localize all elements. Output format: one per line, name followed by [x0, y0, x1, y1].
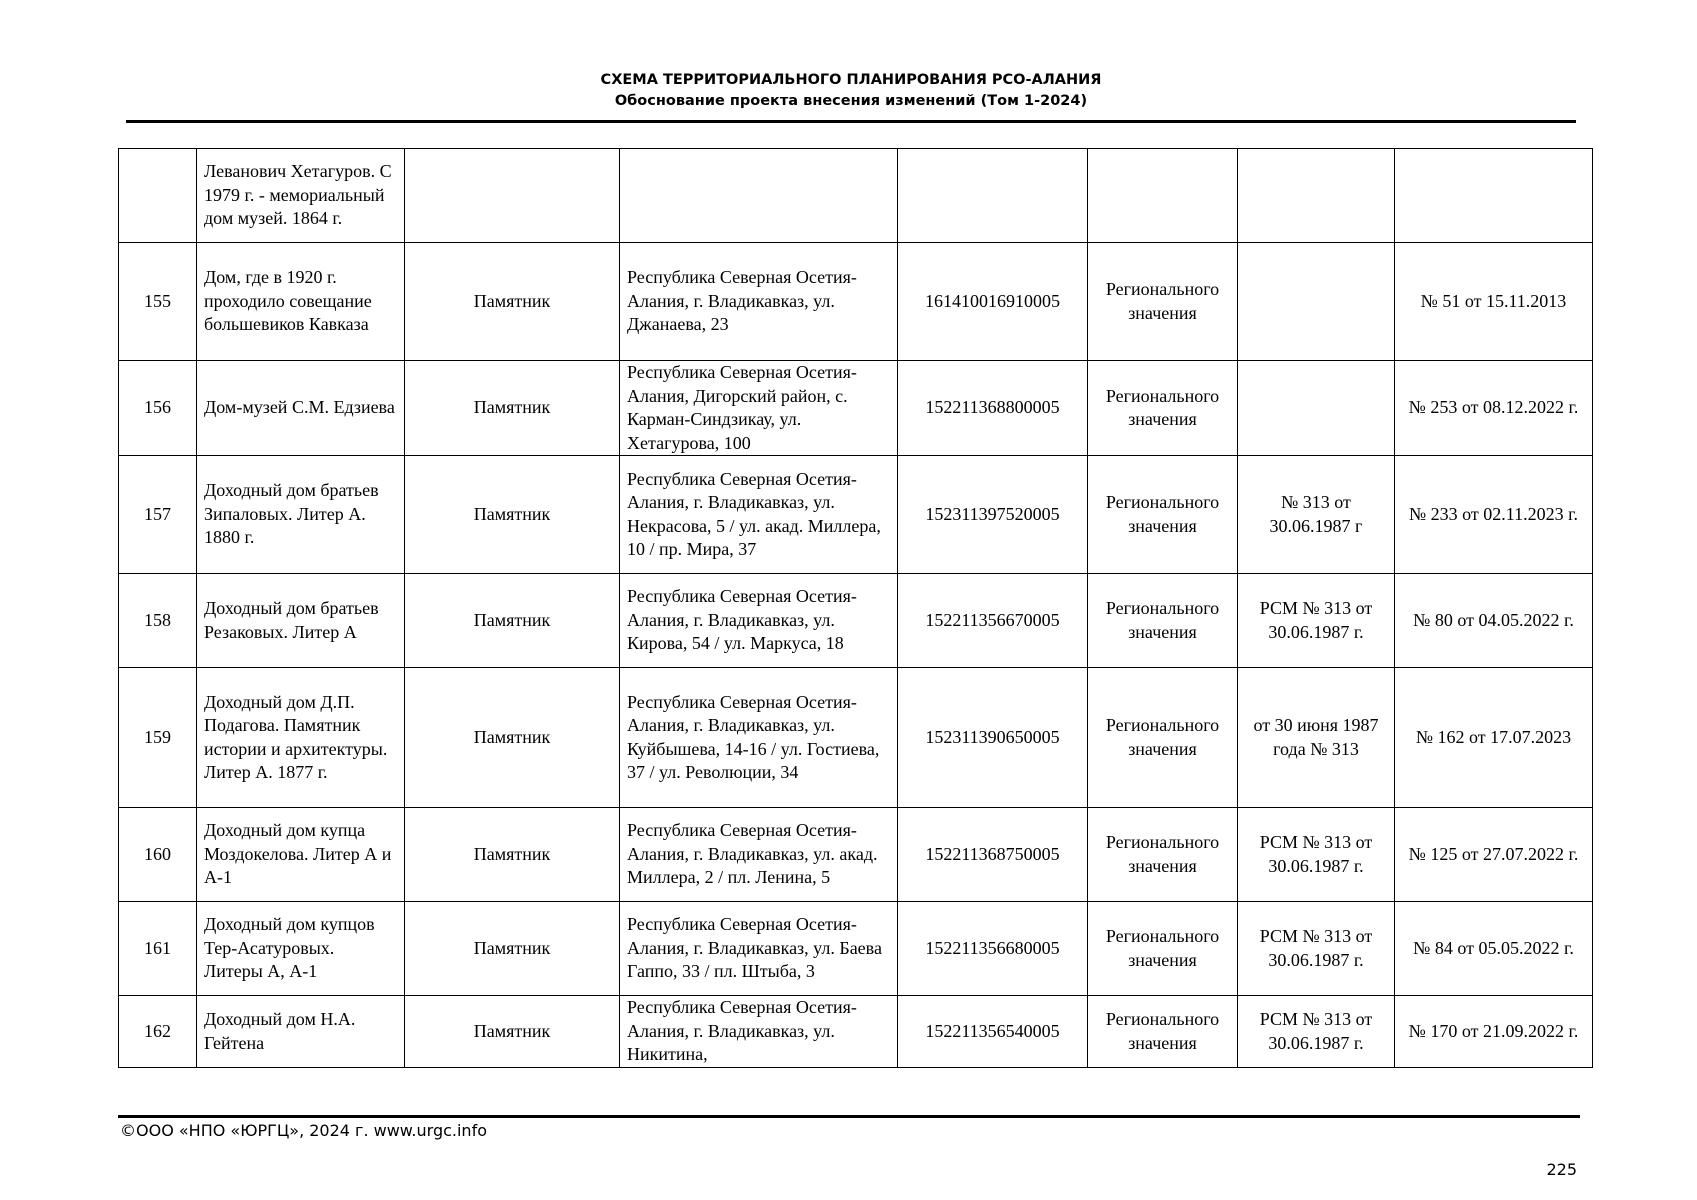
- table-body: [119, 149, 1593, 1068]
- continuation-row: [119, 149, 1593, 243]
- document-subtitle: Обоснование проекта внесения изменений (Том 1-2024): [614, 93, 1088, 109]
- cell-code: 152311397520005: [898, 456, 1088, 574]
- cell-name: Доходный дом купца Моздокелова. Литер А и А-1: [197, 808, 405, 902]
- table-row: [119, 574, 1593, 668]
- cell-document-order: № 80 от 04.05.2022 г.: [1395, 574, 1593, 668]
- cell-type: Памятник: [405, 808, 620, 902]
- cell-address: Республика Северная Осетия-Алания, г. Владикавказ, ул. Никитина,: [620, 996, 898, 1068]
- cell-name: Доходный дом Н.А. Гейтена: [197, 996, 405, 1068]
- cell-code: 152211368750005: [898, 808, 1088, 902]
- cell-document-1987: РСМ № 313 от 30.06.1987 г.: [1238, 996, 1395, 1068]
- cell-type: Памятник: [405, 996, 620, 1068]
- cell-name: Доходный дом Д.П. Подагова. Памятник истории и архитектуры. Литер А. 1877 г.: [197, 668, 405, 808]
- cell-type: Памятник: [405, 456, 620, 574]
- table-row: [119, 996, 1593, 1068]
- cell-type: Памятник: [405, 361, 620, 456]
- cell-significance: Регионального значения: [1088, 361, 1238, 456]
- cell-significance: Регионального значения: [1088, 668, 1238, 808]
- cell-document-order: [1395, 149, 1593, 243]
- cell-code: 152211356540005: [898, 996, 1088, 1068]
- cell-document-1987: от 30 июня 1987 года № 313: [1238, 668, 1395, 808]
- document-title: СХЕМА ТЕРРИТОРИАЛЬНОГО ПЛАНИРОВАНИЯ РСО-АЛАНИЯ: [600, 72, 1102, 88]
- cell-document-order: № 162 от 17.07.2023: [1395, 668, 1593, 808]
- cell-name: Доходный дом братьев Зипаловых. Литер А. 1880 г.: [197, 456, 405, 574]
- cell-num: 161: [119, 902, 197, 996]
- cell-num: 159: [119, 668, 197, 808]
- cell-num: 160: [119, 808, 197, 902]
- cell-type: Памятник: [405, 668, 620, 808]
- footer-divider: [118, 1115, 1580, 1118]
- cell-code: 152211356680005: [898, 902, 1088, 996]
- cell-document-1987: [1238, 149, 1395, 243]
- cell-document-order: № 170 от 21.09.2022 г.: [1395, 996, 1593, 1068]
- cell-significance: Регионального значения: [1088, 243, 1238, 361]
- page-number: 225: [1546, 1160, 1577, 1179]
- cell-num: 162: [119, 996, 197, 1068]
- heritage-registry-table: [118, 148, 1593, 1068]
- footer-copyright: ©ООО «НПО «ЮРГЦ», 2024 г. www.urgc.info: [120, 1121, 487, 1140]
- cell-address: Республика Северная Осетия-Алания, г. Владикавказ, ул. Некрасова, 5 / ул. акад. Миллера, 10 / пр. Мира, 37: [620, 456, 898, 574]
- cell-document-1987: РСМ № 313 от 30.06.1987 г.: [1238, 574, 1395, 668]
- page-header: [126, 70, 1576, 112]
- cell-num: 157: [119, 456, 197, 574]
- cell-type: Памятник: [405, 243, 620, 361]
- cell-num: 158: [119, 574, 197, 668]
- cell-name: Доходный дом купцов Тер-Асатуровых. Литеры А, А-1: [197, 902, 405, 996]
- table-row: [119, 361, 1593, 456]
- cell-type: [405, 149, 620, 243]
- cell-num: 155: [119, 243, 197, 361]
- table-row: [119, 808, 1593, 902]
- table-row: [119, 668, 1593, 808]
- cell-address: Республика Северная Осетия-Алания, г. Владикавказ, ул. акад. Миллера, 2 / пл. Ленина, 5: [620, 808, 898, 902]
- cell-document-1987: РСМ № 313 от 30.06.1987 г.: [1238, 902, 1395, 996]
- cell-type: Памятник: [405, 574, 620, 668]
- cell-address: Республика Северная Осетия-Алания, Дигорский район, с. Карман-Синдзикау, ул. Хетагурова, 100: [620, 361, 898, 456]
- cell-document-order: № 84 от 05.05.2022 г.: [1395, 902, 1593, 996]
- cell-code: 152311390650005: [898, 668, 1088, 808]
- cell-name: Доходный дом братьев Резаковых. Литер А: [197, 574, 405, 668]
- table-row: [119, 902, 1593, 996]
- cell-type: Памятник: [405, 902, 620, 996]
- cell-document-1987: [1238, 361, 1395, 456]
- cell-significance: Регионального значения: [1088, 902, 1238, 996]
- header-divider: [126, 120, 1576, 123]
- cell-num: 156: [119, 361, 197, 456]
- cell-document-order: № 125 от 27.07.2022 г.: [1395, 808, 1593, 902]
- cell-significance: Регионального значения: [1088, 808, 1238, 902]
- cell-address: Республика Северная Осетия-Алания, г. Владикавказ, ул. Куйбышева, 14-16 / ул. Гостиева, 37 / ул. Революции, 34: [620, 668, 898, 808]
- table-row: [119, 456, 1593, 574]
- cell-document-order: № 51 от 15.11.2013: [1395, 243, 1593, 361]
- cell-code: 152211356670005: [898, 574, 1088, 668]
- cell-code: [898, 149, 1088, 243]
- cell-name: Леванович Хетагуров. С 1979 г. - мемориальный дом музей. 1864 г.: [197, 149, 405, 243]
- cell-significance: Регионального значения: [1088, 456, 1238, 574]
- cell-significance: Регионального значения: [1088, 996, 1238, 1068]
- cell-address: [620, 149, 898, 243]
- cell-significance: Регионального значения: [1088, 574, 1238, 668]
- cell-document-order: № 253 от 08.12.2022 г.: [1395, 361, 1593, 456]
- cell-document-1987: № 313 от 30.06.1987 г: [1238, 456, 1395, 574]
- cell-address: Республика Северная Осетия-Алания, г. Владикавказ, ул. Баева Гаппо, 33 / пл. Штыба, 3: [620, 902, 898, 996]
- cell-document-1987: РСМ № 313 от 30.06.1987 г.: [1238, 808, 1395, 902]
- cell-document-order: № 233 от 02.11.2023 г.: [1395, 456, 1593, 574]
- cell-address: Республика Северная Осетия-Алания, г. Владикавказ, ул. Кирова, 54 / ул. Маркуса, 18: [620, 574, 898, 668]
- cell-num: [119, 149, 197, 243]
- cell-name: Дом-музей С.М. Едзиева: [197, 361, 405, 456]
- cell-document-1987: [1238, 243, 1395, 361]
- table-row: [119, 243, 1593, 361]
- cell-name: Дом, где в 1920 г. проходило совещание большевиков Кавказа: [197, 243, 405, 361]
- cell-code: 161410016910005: [898, 243, 1088, 361]
- cell-address: Республика Северная Осетия-Алания, г. Владикавказ, ул. Джанаева, 23: [620, 243, 898, 361]
- cell-code: 152211368800005: [898, 361, 1088, 456]
- cell-significance: [1088, 149, 1238, 243]
